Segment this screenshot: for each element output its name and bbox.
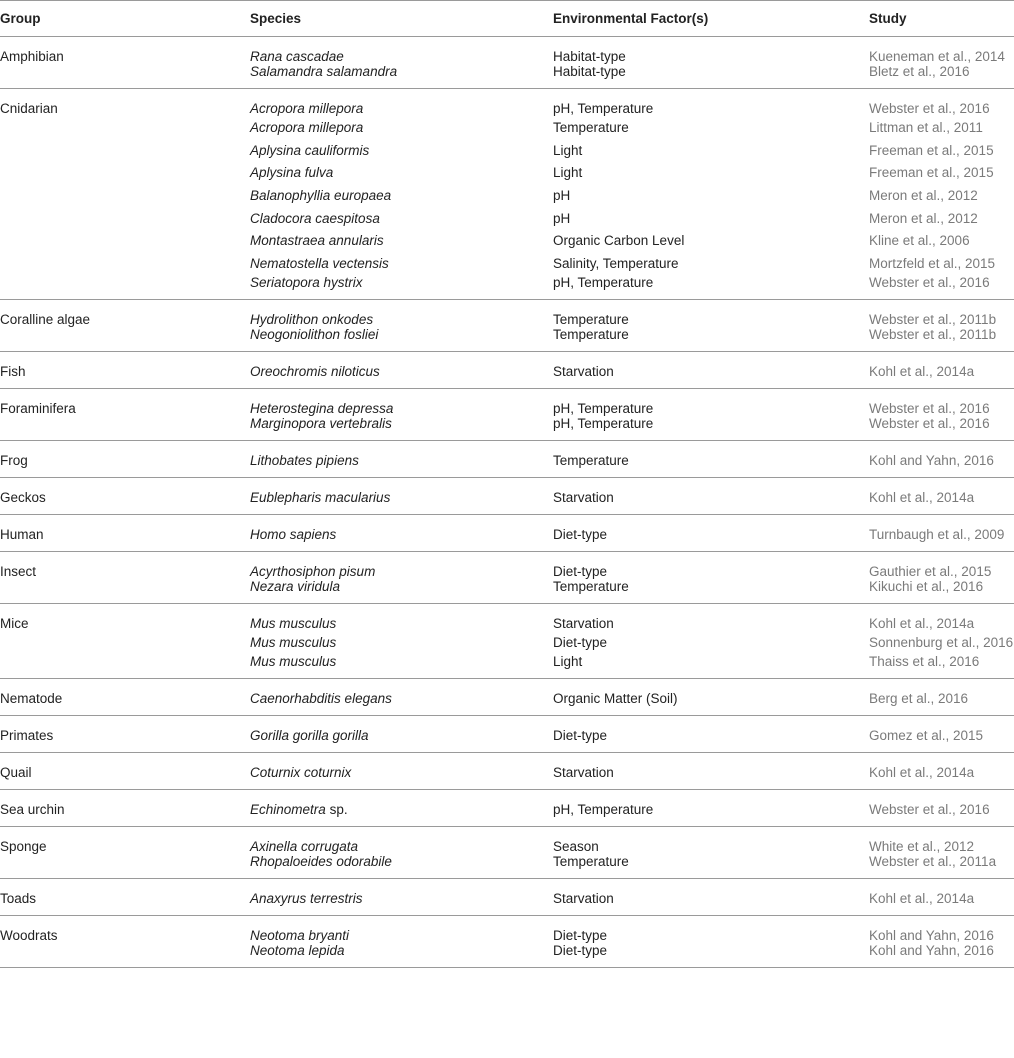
factor-cell: Temperature xyxy=(549,327,865,352)
factor-cell: pH, Temperature xyxy=(553,400,654,416)
study-cell: Webster et al., 2016 xyxy=(865,416,1014,441)
species-name: Echinometra xyxy=(250,801,326,817)
species-name: Caenorhabditis elegans xyxy=(250,690,392,706)
group-cell xyxy=(0,631,246,654)
group-cell: Insect xyxy=(0,563,37,579)
group-cell xyxy=(0,229,246,252)
species-cell xyxy=(246,878,549,915)
species-name: Anaxyrus terrestris xyxy=(250,890,363,906)
study-cell: Kohl and Yahn, 2016 xyxy=(865,943,1014,968)
header-factor: Environmental Factor(s) xyxy=(549,1,865,37)
header-group: Group xyxy=(0,1,246,37)
species-name: Neotoma lepida xyxy=(250,942,345,958)
species-cell xyxy=(246,826,549,854)
factor-cell: Organic Carbon Level xyxy=(553,233,685,249)
study-cell: Thaiss et al., 2016 xyxy=(865,654,1014,679)
group-cell xyxy=(0,275,246,300)
table-row xyxy=(0,603,1014,631)
study-cell: Berg et al., 2016 xyxy=(865,678,1014,715)
species-suffix: sp. xyxy=(329,801,348,817)
header-row xyxy=(0,1,1014,37)
species-cell xyxy=(246,551,549,579)
study-cell: Bletz et al., 2016 xyxy=(865,64,1014,89)
species-cell xyxy=(246,752,549,789)
table-row xyxy=(0,299,1014,327)
species-name: Coturnix coturnix xyxy=(250,764,352,780)
species-cell xyxy=(246,229,549,252)
study-cell: Freeman et al., 2015 xyxy=(869,142,994,158)
study-cell: Kohl and Yahn, 2016 xyxy=(869,927,994,943)
group-cell: Frog xyxy=(0,440,246,477)
study-cell: Kohl et al., 2014a xyxy=(865,477,1014,514)
study-cell: White et al., 2012 xyxy=(869,838,975,854)
table-row xyxy=(0,878,1014,915)
species-cell xyxy=(246,915,549,943)
species-cell xyxy=(246,116,549,139)
species-name: Neotoma bryanti xyxy=(250,927,350,943)
factor-cell: Temperature xyxy=(553,119,629,135)
species-cell xyxy=(246,184,549,207)
factor-cell: pH xyxy=(553,187,571,203)
study-cell: Gomez et al., 2015 xyxy=(865,715,1014,752)
study-cell: Kohl et al., 2014a xyxy=(865,351,1014,388)
table-row xyxy=(0,826,1014,854)
group-cell: Quail xyxy=(0,752,246,789)
factor-cell: pH, Temperature xyxy=(549,416,865,441)
factor-cell: Temperature xyxy=(549,854,865,879)
table-row xyxy=(0,631,1014,654)
group-cell: Sponge xyxy=(0,838,47,854)
table-row xyxy=(0,37,1014,65)
table-row xyxy=(0,116,1014,139)
factor-cell: Starvation xyxy=(553,615,614,631)
species-cell xyxy=(246,207,549,230)
species-cell xyxy=(246,351,549,388)
study-cell: Webster et al., 2011b xyxy=(865,327,1014,352)
group-cell: Amphibian xyxy=(0,49,64,64)
study-cell: Kueneman et al., 2014 xyxy=(869,49,1005,64)
table-row xyxy=(0,854,1014,879)
table-body xyxy=(0,37,1014,968)
species-cell xyxy=(246,943,549,968)
factor-cell: Diet-type xyxy=(549,514,865,551)
species-name: Cladocora caespitosa xyxy=(250,210,380,226)
table-row xyxy=(0,229,1014,252)
factor-cell: pH, Temperature xyxy=(549,275,865,300)
species-cell xyxy=(246,514,549,551)
table-row xyxy=(0,207,1014,230)
species-name: Nematostella vectensis xyxy=(250,255,389,271)
study-cell: Littman et al., 2011 xyxy=(869,119,983,135)
group-cell xyxy=(0,579,246,604)
species-cell xyxy=(246,416,549,441)
table-row xyxy=(0,654,1014,679)
group-cell: Mice xyxy=(0,615,29,631)
species-cell xyxy=(246,789,549,826)
study-cell: Webster et al., 2011b xyxy=(869,311,997,327)
group-cell: Geckos xyxy=(0,477,246,514)
species-name: Gorilla gorilla gorilla xyxy=(250,727,369,743)
study-cell: Freeman et al., 2015 xyxy=(869,165,994,181)
species-name: Oreochromis niloticus xyxy=(250,363,380,379)
table-row xyxy=(0,161,1014,184)
species-name: Mus musculus xyxy=(250,653,337,669)
study-cell: Kikuchi et al., 2016 xyxy=(865,579,1014,604)
species-cell xyxy=(246,654,549,679)
factor-cell: Diet-type xyxy=(553,927,608,943)
species-name: Heterostegina depressa xyxy=(250,400,394,416)
species-name: Marginopora vertebralis xyxy=(250,415,392,431)
species-cell xyxy=(246,440,549,477)
study-cell: Webster et al., 2016 xyxy=(869,101,990,116)
factor-cell: Temperature xyxy=(549,440,865,477)
factor-cell: Starvation xyxy=(549,351,865,388)
factor-cell: Diet-type xyxy=(553,634,608,650)
table-row xyxy=(0,89,1014,117)
species-cell xyxy=(246,603,549,631)
table-row xyxy=(0,715,1014,752)
species-cell xyxy=(246,275,549,300)
table-row xyxy=(0,388,1014,416)
species-cell xyxy=(246,89,549,117)
table-row xyxy=(0,416,1014,441)
factor-cell: Organic Matter (Soil) xyxy=(549,678,865,715)
group-cell: Coralline algae xyxy=(0,311,91,327)
study-cell: Gauthier et al., 2015 xyxy=(869,563,992,579)
study-cell: Kohl et al., 2014a xyxy=(865,752,1014,789)
group-cell xyxy=(0,854,246,879)
species-cell xyxy=(246,631,549,654)
species-cell xyxy=(246,678,549,715)
factor-cell: Diet-type xyxy=(549,943,865,968)
group-cell: Fish xyxy=(0,351,246,388)
species-name: Mus musculus xyxy=(250,615,337,631)
table-row xyxy=(0,579,1014,604)
species-cell xyxy=(246,299,549,327)
table-row xyxy=(0,139,1014,162)
study-cell: Mortzfeld et al., 2015 xyxy=(869,255,996,271)
study-cell: Webster et al., 2016 xyxy=(865,275,1014,300)
factor-cell: Temperature xyxy=(549,579,865,604)
species-cell xyxy=(246,161,549,184)
study-cell: Sonnenburg et al., 2016 xyxy=(869,634,1014,650)
factor-cell: Diet-type xyxy=(549,715,865,752)
species-name: Rhopaloeides odorabile xyxy=(250,853,392,869)
factor-cell: Habitat-type xyxy=(549,64,865,89)
group-cell xyxy=(0,252,246,275)
table-row xyxy=(0,789,1014,826)
group-cell xyxy=(0,161,246,184)
table-row xyxy=(0,275,1014,300)
group-cell: Cnidarian xyxy=(0,101,58,116)
factor-cell: Temperature xyxy=(553,311,629,327)
table-row xyxy=(0,327,1014,352)
table-row xyxy=(0,551,1014,579)
species-name: Acropora millepora xyxy=(250,101,364,116)
table-row xyxy=(0,64,1014,89)
group-cell xyxy=(0,416,246,441)
table-row xyxy=(0,477,1014,514)
factor-cell: Season xyxy=(553,838,599,854)
species-cell xyxy=(246,37,549,65)
factor-cell: pH xyxy=(553,210,571,226)
study-cell: Webster et al., 2016 xyxy=(865,789,1014,826)
group-cell xyxy=(0,116,246,139)
table-row xyxy=(0,440,1014,477)
species-name: Lithobates pipiens xyxy=(250,452,359,468)
table-row xyxy=(0,915,1014,943)
group-cell: Foraminifera xyxy=(0,400,76,416)
species-name: Seriatopora hystrix xyxy=(250,274,363,290)
table-row xyxy=(0,351,1014,388)
species-cell xyxy=(246,252,549,275)
factor-cell: Light xyxy=(553,142,583,158)
species-cell xyxy=(246,388,549,416)
group-cell xyxy=(0,327,246,352)
table-row xyxy=(0,514,1014,551)
factor-cell: Habitat-type xyxy=(553,49,626,64)
species-name: Aplysina cauliformis xyxy=(250,142,370,158)
species-name: Mus musculus xyxy=(250,634,337,650)
factor-cell: Light xyxy=(549,654,865,679)
factor-cell: Starvation xyxy=(549,878,865,915)
factor-cell: Starvation xyxy=(549,477,865,514)
species-name: Salamandra salamandra xyxy=(250,64,398,79)
group-cell xyxy=(0,654,246,679)
group-cell: Sea urchin xyxy=(0,789,246,826)
group-cell xyxy=(0,64,246,89)
factor-cell: Starvation xyxy=(549,752,865,789)
species-cell xyxy=(246,64,549,89)
factor-cell: pH, Temperature xyxy=(553,101,654,116)
species-cell xyxy=(246,715,549,752)
species-name: Neogoniolithon fosliei xyxy=(250,326,379,342)
group-cell xyxy=(0,207,246,230)
group-cell: Primates xyxy=(0,715,246,752)
species-cell xyxy=(246,139,549,162)
species-name: Balanophyllia europaea xyxy=(250,187,392,203)
study-cell: Kohl et al., 2014a xyxy=(869,615,975,631)
species-name: Montastraea annularis xyxy=(250,233,384,249)
group-cell: Human xyxy=(0,514,246,551)
group-cell: Woodrats xyxy=(0,927,58,943)
species-name: Acropora millepora xyxy=(250,119,364,135)
species-name: Hydrolithon onkodes xyxy=(250,311,374,327)
header-species: Species xyxy=(246,1,549,37)
table-row xyxy=(0,184,1014,207)
factor-cell: Light xyxy=(553,165,583,181)
factor-cell: pH, Temperature xyxy=(549,789,865,826)
species-name: Aplysina fulva xyxy=(250,165,334,181)
group-cell: Nematode xyxy=(0,678,246,715)
table-row xyxy=(0,678,1014,715)
species-cell xyxy=(246,477,549,514)
table-row xyxy=(0,943,1014,968)
table-row xyxy=(0,752,1014,789)
group-cell xyxy=(0,943,246,968)
study-cell: Webster et al., 2016 xyxy=(869,400,990,416)
species-name: Axinella corrugata xyxy=(250,838,359,854)
study-cell: Meron et al., 2012 xyxy=(869,210,978,226)
group-cell xyxy=(0,184,246,207)
table-row xyxy=(0,252,1014,275)
species-cell xyxy=(246,327,549,352)
species-cell xyxy=(246,854,549,879)
species-name: Eublepharis macularius xyxy=(250,489,391,505)
species-name: Homo sapiens xyxy=(250,526,337,542)
group-cell: Toads xyxy=(0,878,246,915)
species-name: Nezara viridula xyxy=(250,578,341,594)
factor-cell: Diet-type xyxy=(553,563,608,579)
header-study: Study xyxy=(865,1,1014,37)
study-cell: Webster et al., 2011a xyxy=(865,854,1014,879)
study-cell: Meron et al., 2012 xyxy=(869,187,978,203)
study-cell: Kohl and Yahn, 2016 xyxy=(865,440,1014,477)
study-cell: Kohl et al., 2014a xyxy=(865,878,1014,915)
species-name: Acyrthosiphon pisum xyxy=(250,563,376,579)
species-cell xyxy=(246,579,549,604)
factor-cell: Salinity, Temperature xyxy=(553,255,679,271)
species-name: Rana cascadae xyxy=(250,49,344,64)
group-cell xyxy=(0,139,246,162)
study-cell: Turnbaugh et al., 2009 xyxy=(865,514,1014,551)
study-cell: Kline et al., 2006 xyxy=(869,233,970,249)
